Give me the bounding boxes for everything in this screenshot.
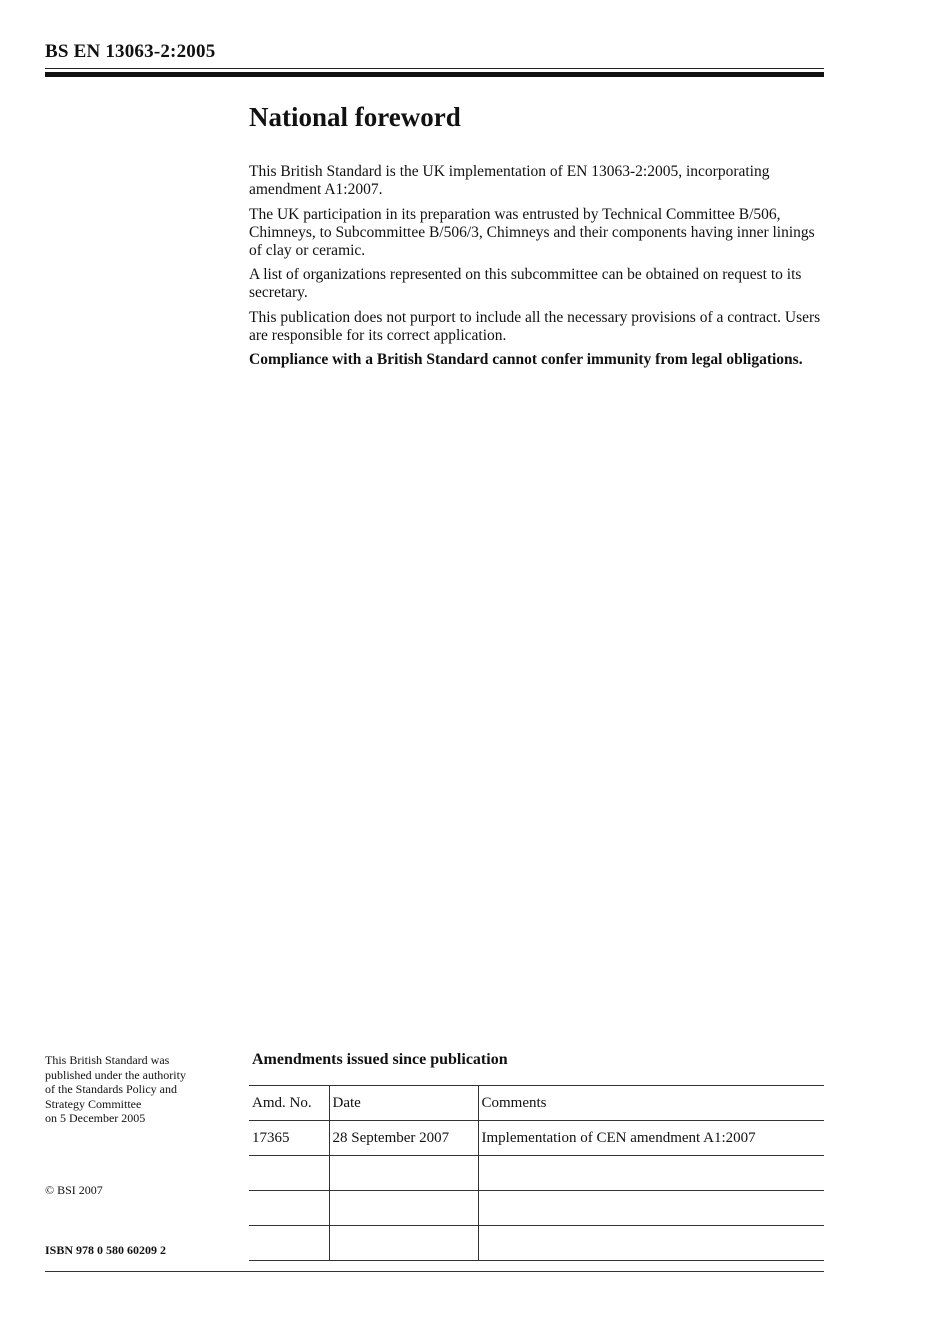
amendments-table — [249, 1085, 824, 1261]
publication-line: Strategy Committee — [45, 1096, 142, 1111]
table-cell: Implementation of CEN amendment A1:2007 — [478, 1121, 824, 1156]
column-header-comments: Comments — [478, 1086, 824, 1121]
table-row — [249, 1121, 824, 1156]
table-cell — [478, 1156, 824, 1191]
column-header-amd-no: Amd. No. — [249, 1086, 329, 1121]
foreword-paragraph: A list of organizations represented on this subcommittee can be obtained on request to its secretary. — [249, 266, 802, 301]
footer-rule — [45, 1271, 824, 1272]
table-cell — [249, 1191, 329, 1226]
table-cell — [249, 1226, 329, 1261]
column-header-date: Date — [329, 1086, 478, 1121]
table-cell — [249, 1156, 329, 1191]
header-thick-rule — [45, 72, 824, 77]
table-row — [249, 1191, 824, 1226]
publication-note — [45, 1053, 235, 1126]
document-code: BS EN 13063-2:2005 — [45, 41, 216, 62]
foreword-paragraph: This publication does not purport to include all the necessary provisions of a contract. Users are responsible for its correct application. — [249, 308, 821, 344]
table-cell — [478, 1191, 824, 1226]
table-cell: 17365 — [249, 1121, 329, 1156]
page-title: National foreword — [249, 102, 461, 132]
table-cell — [329, 1226, 478, 1261]
foreword-paragraph: The UK participation in its preparation was entrusted by Technical Committee B/506, Chimneys, to Subcommittee B/506/3, Chimneys and their components having inner linings of clay or ceramic. — [249, 205, 815, 259]
table-cell — [478, 1226, 824, 1261]
table-cell: 28 September 2007 — [329, 1121, 478, 1156]
table-cell — [329, 1156, 478, 1191]
copyright-notice: © BSI 2007 — [45, 1183, 103, 1197]
header-thin-rule — [45, 68, 824, 69]
amendments-heading: Amendments issued since publication — [252, 1051, 508, 1068]
table-header-row — [249, 1086, 824, 1121]
publication-line: of the Standards Policy and — [45, 1082, 177, 1096]
isbn: ISBN 978 0 580 60209 2 — [45, 1243, 167, 1257]
table-cell — [329, 1191, 478, 1226]
table-row — [249, 1226, 824, 1261]
table-row — [249, 1156, 824, 1191]
foreword-body — [249, 163, 829, 376]
legal-notice: Compliance with a British Standard cannot confer immunity from legal obligations. — [249, 351, 803, 368]
publication-line: published under the authority — [45, 1067, 186, 1082]
publication-line: This British Standard was — [45, 1053, 170, 1067]
foreword-paragraph: This British Standard is the UK implementation of EN 13063-2:2005, incorporating amendment A1:2007. — [249, 163, 770, 198]
publication-line: on 5 December 2005 — [45, 1111, 146, 1125]
